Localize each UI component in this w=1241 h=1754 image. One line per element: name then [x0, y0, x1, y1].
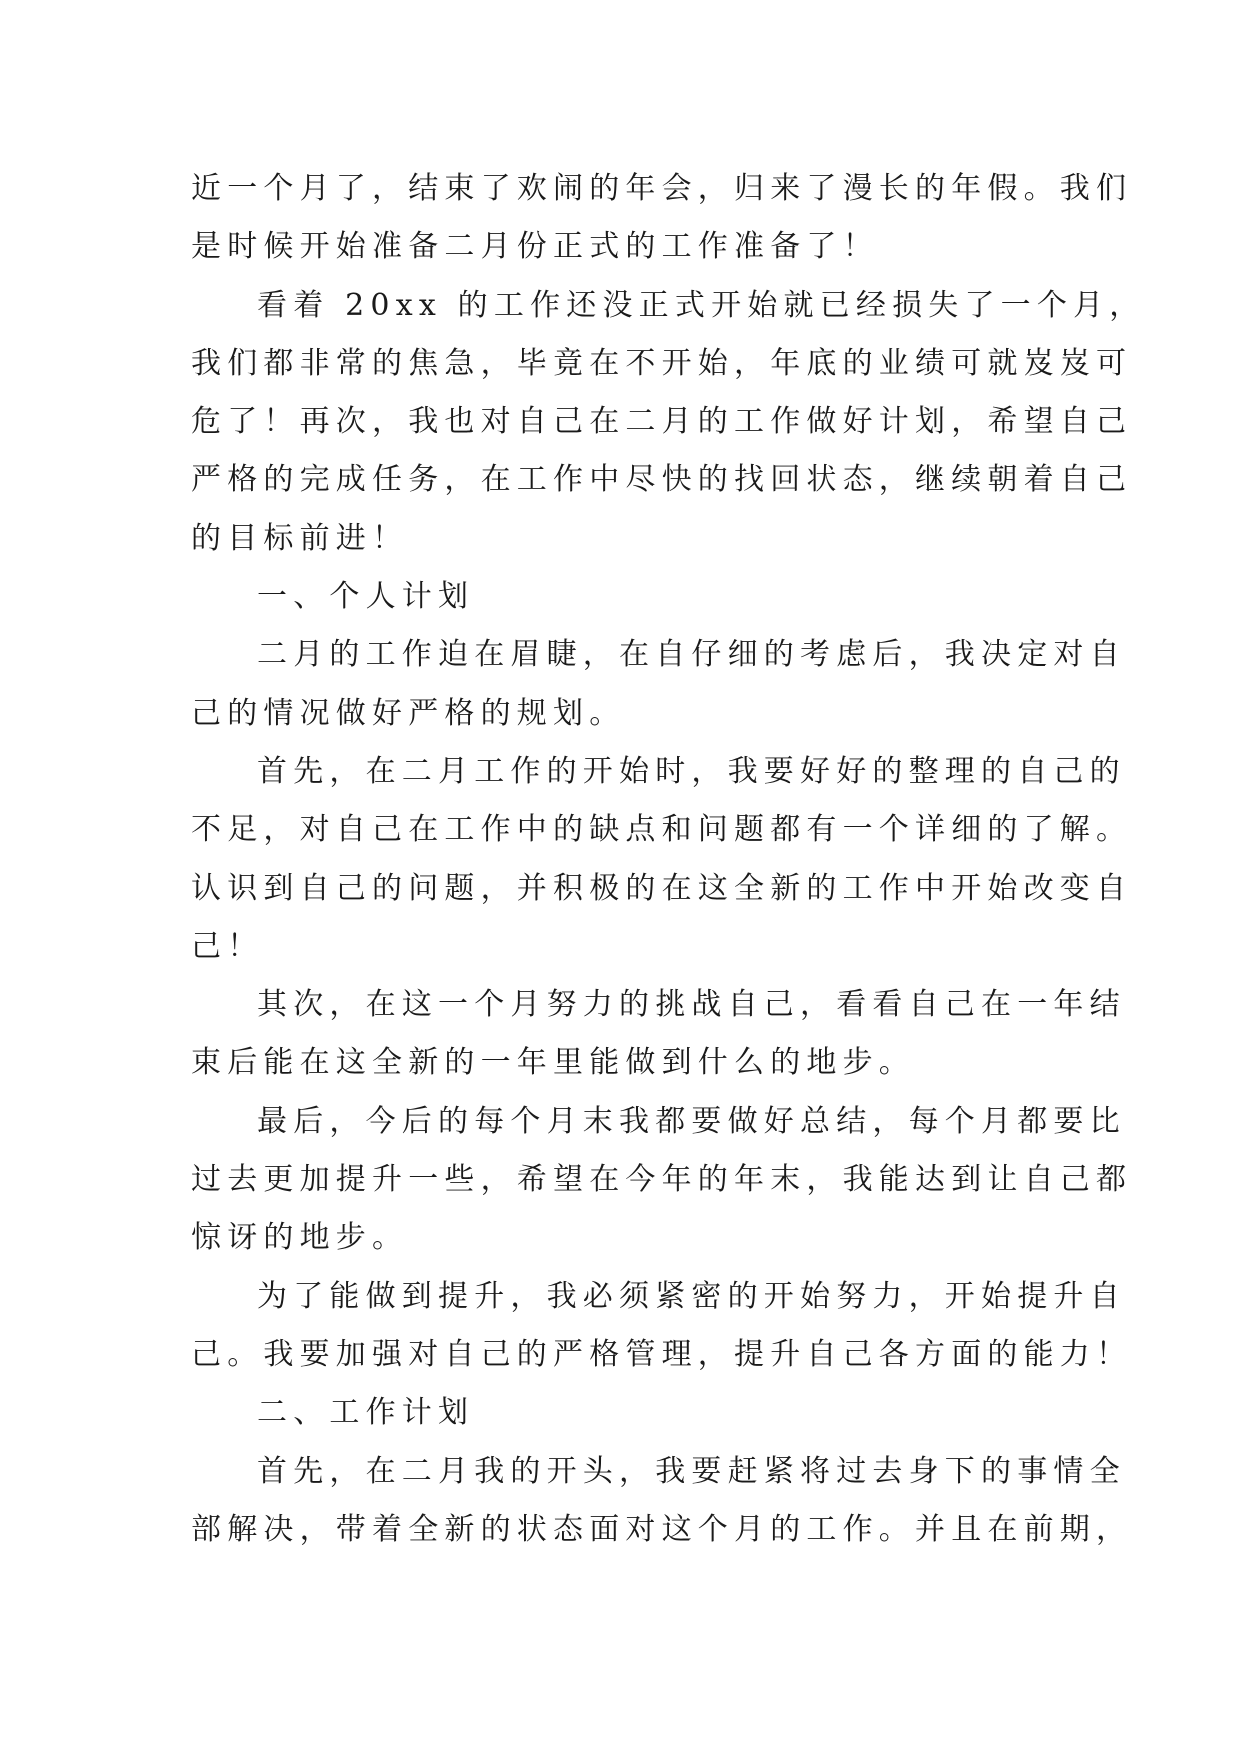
text-line-13: 认识到自己的问题，并积极的在这全新的工作中开始改变自	[191, 870, 1133, 906]
text-line-11: 首先，在二月工作的开始时，我要好好的整理的自己的	[257, 753, 1126, 789]
text-line-2: 是时候开始准备二月份正式的工作准备了！	[191, 229, 879, 265]
text-line-15: 其次，在这一个月努力的挑战自己，看看自己在一年结	[257, 987, 1126, 1023]
text-line-19: 惊讶的地步。	[191, 1220, 409, 1256]
text-line-4: 我们都非常的焦急，毕竟在不开始，年底的业绩可就岌岌可	[191, 345, 1133, 381]
text-line-3: 看着 20xx 的工作还没正式开始就已经损失了一个月，	[257, 287, 1146, 323]
text-line-9: 二月的工作迫在眉睫，在自仔细的考虑后，我决定对自	[257, 637, 1126, 673]
text-line-6: 严格的完成任务，在工作中尽快的找回状态，继续朝着自己	[191, 462, 1133, 498]
text-line-7: 的目标前进！	[191, 520, 409, 556]
text-line-16: 束后能在这全新的一年里能做到什么的地步。	[191, 1045, 915, 1081]
text-line-14: 己！	[191, 928, 264, 964]
section-heading-personal-plan: 一、个人计划	[257, 579, 475, 615]
text-line-12: 不足，对自己在工作中的缺点和问题都有一个详细的了解。	[191, 812, 1133, 848]
document-body	[191, 160, 1146, 1559]
text-line-23: 首先，在二月我的开头，我要赶紧将过去身下的事情全	[257, 1453, 1126, 1489]
text-line-20: 为了能做到提升，我必须紧密的开始努力，开始提升自	[257, 1278, 1126, 1314]
text-line-5: 危了！再次，我也对自己在二月的工作做好计划，希望自己	[191, 404, 1133, 440]
text-line-10: 己的情况做好严格的规划。	[191, 695, 626, 731]
section-heading-work-plan: 二、工作计划	[257, 1395, 475, 1431]
text-line-18: 过去更加提升一些，希望在今年的年末，我能达到让自己都	[191, 1162, 1133, 1198]
text-line-21: 己。我要加强对自己的严格管理，提升自己各方面的能力！	[191, 1336, 1133, 1372]
text-line-1: 近一个月了，结束了欢闹的年会，归来了漫长的年假。我们	[191, 171, 1133, 206]
text-line-24: 部解决，带着全新的状态面对这个月的工作。并且在前期，	[191, 1511, 1133, 1547]
text-line-17: 最后，今后的每个月末我都要做好总结，每个月都要比	[257, 1103, 1126, 1139]
